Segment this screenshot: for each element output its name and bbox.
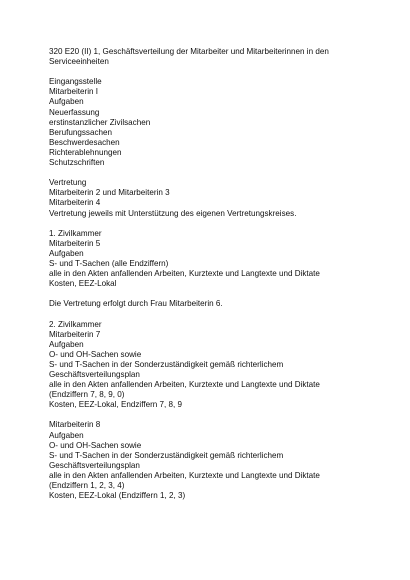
kammer1-line: Kosten, EEZ-Lokal — [49, 279, 117, 289]
kammer1-heading: 1. Zivilkammer — [49, 228, 102, 238]
kammer1-line: Aufgaben — [49, 248, 84, 258]
kammer2-line: (Endziffern 7, 8, 9, 0) — [49, 390, 125, 400]
kammer2-line: Aufgaben — [49, 339, 84, 349]
kammer1-line: S- und T-Sachen (alle Endziffern) — [49, 258, 169, 268]
paragraph-gap — [49, 289, 379, 299]
mitarbeiterin8-line: Mitarbeiterin 8 — [49, 420, 101, 430]
kammer2-line: alle in den Akten anfallenden Arbeiten, Kurztexte und Langtexte und Diktate — [49, 380, 320, 390]
mitarbeiterin8-line: (Endziffern 1, 2, 3, 4) — [49, 481, 125, 491]
kammer2-line: O- und OH-Sachen sowie — [49, 349, 142, 359]
mitarbeiterin8-line: Aufgaben — [49, 430, 84, 440]
document-title-line-2: Serviceeinheiten — [49, 57, 109, 67]
kammer2-line: Geschäftsverteilungsplan — [49, 370, 140, 379]
kammer2-line: S- und T-Sachen in der Sonderzuständigkeit gemäß richterlichem — [49, 359, 284, 369]
paragraph-gap — [49, 67, 379, 77]
kammer2-line: Kosten, EEZ-Lokal, Endziffern 7, 8, 9 — [49, 400, 183, 410]
eingang-line: Aufgaben — [49, 97, 84, 107]
vertretung-line: Mitarbeiterin 4 — [49, 198, 101, 208]
mitarbeiterin8-line: S- und T-Sachen in der Sonderzuständigkeit gemäß richterlichem — [49, 450, 284, 460]
kammer1-line: alle in den Akten anfallenden Arbeiten, Kurztexte und Langtexte und Diktate — [49, 269, 320, 279]
eingang-line: Beschwerdesachen — [49, 137, 120, 147]
paragraph-gap — [49, 410, 379, 420]
kammer1-line: Mitarbeiterin 5 — [49, 238, 101, 248]
eingang-line: Mitarbeiterin I — [49, 87, 99, 97]
paragraph-gap — [49, 168, 379, 178]
mitarbeiterin8-line: O- und OH-Sachen sowie — [49, 440, 142, 450]
eingang-line: erstinstanzlicher Zivilsachen — [49, 117, 151, 127]
mitarbeiterin8-line: alle in den Akten anfallenden Arbeiten, Kurztexte und Langtexte und Diktate — [49, 470, 320, 480]
mitarbeiterin8-line: Geschäftsverteilungsplan — [49, 460, 140, 470]
document-title-line-1: 320 E20 (II) 1, Geschäftsverteilung der Mitarbeiter und Mitarbeiterinnen in den — [49, 47, 329, 56]
eingang-line: Berufungssachen — [49, 127, 112, 137]
kammer1-note: Die Vertretung erfolgt durch Frau Mitarbeiterin 6. — [49, 299, 223, 309]
paragraph-gap — [49, 309, 379, 319]
eingang-line: Neuerfassung — [49, 107, 100, 117]
kammer2-heading: 2. Zivilkammer — [49, 319, 102, 329]
vertretung-line: Vertretung jeweils mit Unterstützung des eigenen Vertretungskreises. — [49, 208, 297, 218]
eingang-heading: Eingangsstelle — [49, 77, 102, 87]
eingang-line: Richterablehnungen — [49, 147, 122, 157]
eingang-line: Schutzschriften — [49, 158, 105, 168]
vertretung-line: Mitarbeiterin 2 und Mitarbeiterin 3 — [49, 188, 170, 198]
mitarbeiterin8-line: Kosten, EEZ-Lokal (Endziffern 1, 2, 3) — [49, 491, 186, 501]
paragraph-gap — [49, 219, 379, 229]
kammer2-line: Mitarbeiterin 7 — [49, 329, 101, 339]
document-body — [49, 47, 379, 501]
vertretung-heading: Vertretung — [49, 178, 87, 188]
